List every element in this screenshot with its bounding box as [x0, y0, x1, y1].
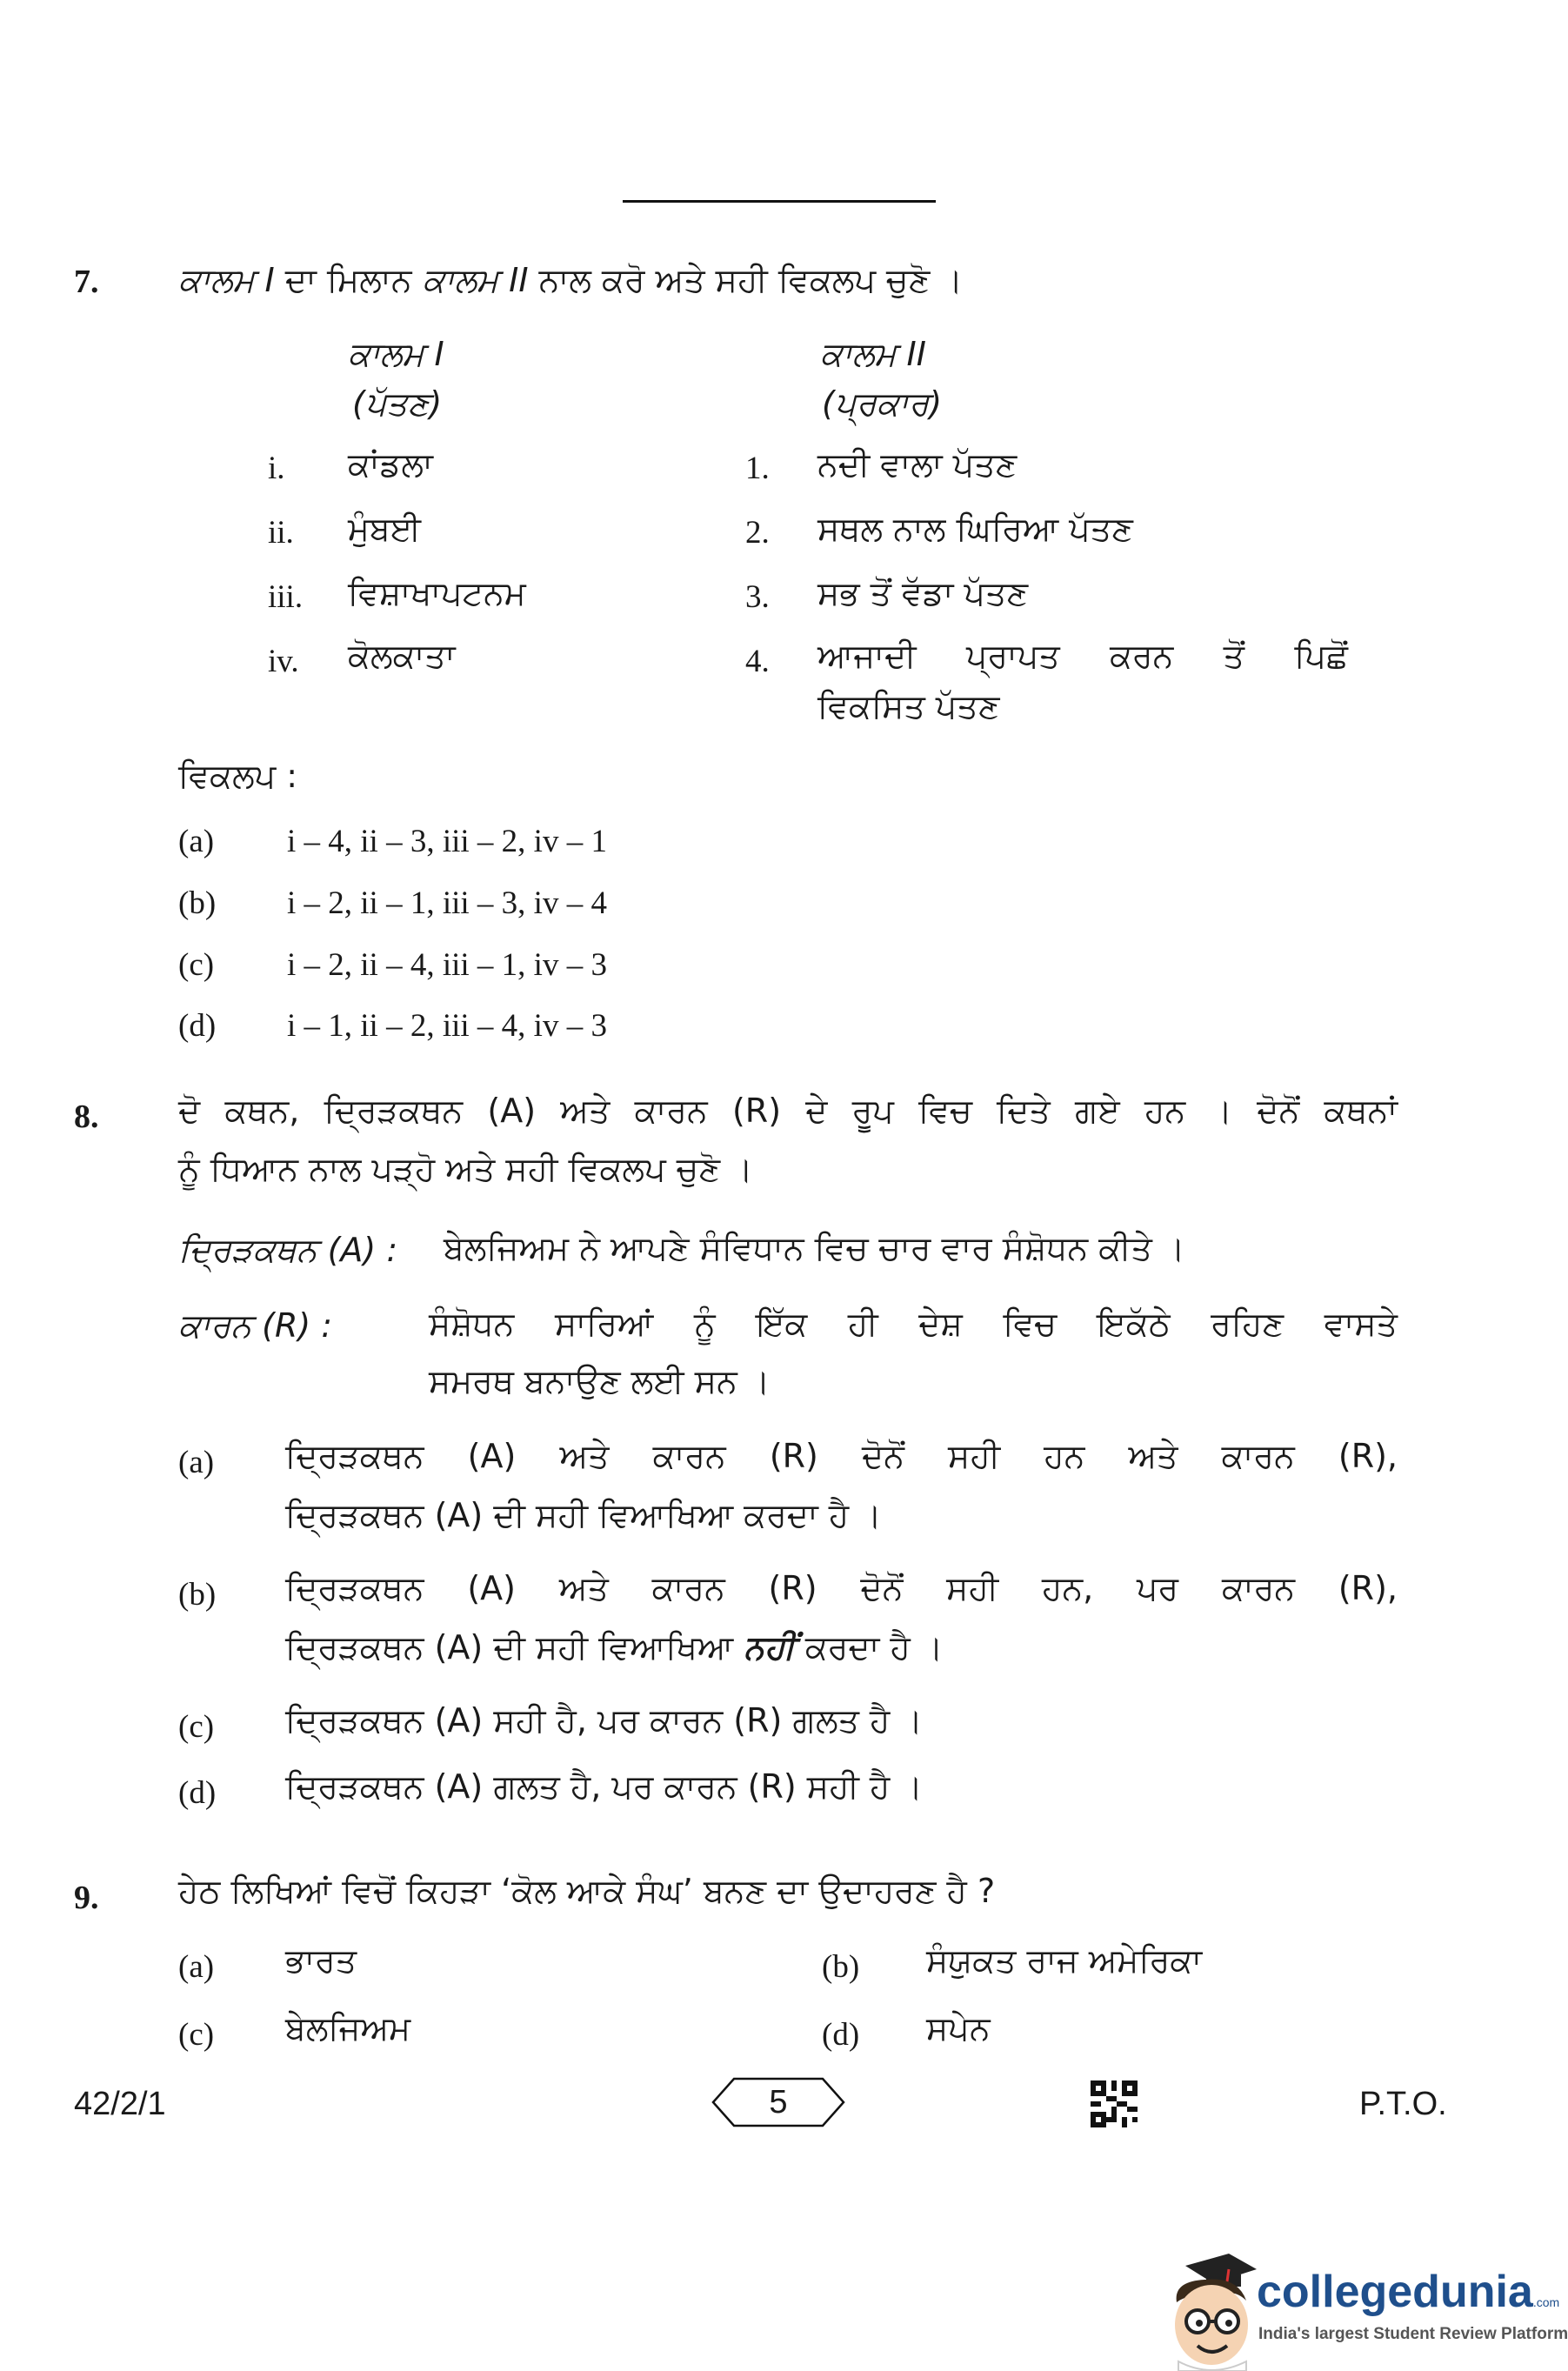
q7-col1-item: ਵਿਸ਼ਾਖਾਪਟਨਮ	[348, 574, 526, 612]
q7-col2-num: 2.	[745, 515, 770, 551]
q7-col1-item: ਕੋਲਕਾਤਾ	[348, 637, 456, 675]
q8-option-b-emphasis: ਨਹੀਂ	[744, 1628, 795, 1666]
q8-reason-line2: ਸਮਰਥ ਬਨਾਉਣ ਲਈ ਸਨ ।	[429, 1362, 771, 1400]
q7-col1-item: ਕਾਂਡਲਾ	[348, 445, 433, 484]
q8-option-b-line2-end: ਕਰਦਾ ਹੈ ।	[794, 1628, 944, 1666]
q7-stem-col2: ਕਾਲਮ II	[422, 261, 529, 299]
q7-col2-item: ਸਭ ਤੋਂ ਵੱਡਾ ਪੱਤਣ	[817, 574, 1029, 612]
brand-suffix: .com	[1532, 2295, 1560, 2309]
q7-col1-roman: iii.	[268, 579, 304, 615]
q8-option-b-line2-start: ਦ੍ਰਿੜਕਥਨ (A) ਦੀ ਸਹੀ ਵਿਆਖਿਆ	[285, 1628, 744, 1666]
page-number: 5	[769, 2084, 788, 2121]
q7-col1-sub: (ਪੱਤਣ)	[352, 384, 443, 423]
q7-col1-item: ਮੁੰਬਈ	[348, 510, 421, 548]
q8-stem-line1: ਦੋ ਕਥਨ, ਦ੍ਰਿੜਕਥਨ (A) ਅਤੇ ਕਾਰਨ (R) ਦੇ ਰੂਪ ਵਿਚ ਦਿਤੇ ਗਏ ਹਨ । ਦੋਨੋਂ ਕਥਨਾਂ	[178, 1092, 1398, 1130]
qr-code-icon	[1091, 2080, 1138, 2127]
q9-option-c-letter: (c)	[178, 2017, 215, 2053]
brand-tagline: India's largest Student Review Platform	[1258, 2325, 1568, 2343]
q7-number: 7.	[74, 264, 99, 300]
q7-col2-item: ਸਥਲ ਨਾਲ ਘਿਰਿਆ ਪੱਤਣ	[817, 510, 1133, 548]
q8-option-b-line2	[285, 1628, 944, 1667]
q8-option-d-letter: (d)	[178, 1775, 217, 1811]
q7-col2-item: ਆਜਾਦੀ ਪ੍ਰਾਪਤ ਕਰਨ ਤੋਂ ਪਿਛੋਂ	[817, 637, 1348, 675]
q8-assertion-label: ਦ੍ਰਿੜਕਥਨ (A) :	[178, 1231, 398, 1269]
q8-reason-line1: ਸੰਸ਼ੋਧਨ ਸਾਰਿਆਂ ਨੂੰ ਇੱਕ ਹੀ ਦੇਸ਼ ਵਿਚ ਇਕੱਠੇ ਰਹਿਣ ਵਾਸਤੇ	[429, 1305, 1398, 1343]
q8-option-b-line1: ਦ੍ਰਿੜਕਥਨ (A) ਅਤੇ ਕਾਰਨ (R) ਦੋਨੋਂ ਸਹੀ ਹਨ, ਪਰ ਕਾਰਨ (R),	[285, 1569, 1398, 1607]
q7-stem-end: ਨਾਲ ਕਰੋ ਅਤੇ ਸਹੀ ਵਿਕਲਪ ਚੁਣੋ ।	[528, 261, 964, 299]
q8-option-c-letter: (c)	[178, 1709, 215, 1745]
q8-option-c-text: ਦ੍ਰਿੜਕਥਨ (A) ਸਹੀ ਹੈ, ਪਰ ਕਾਰਨ (R) ਗਲਤ ਹੈ ।	[285, 1701, 923, 1740]
q8-assertion-text: ਬੇਲਜਿਅਮ ਨੇ ਆਪਣੇ ਸੰਵਿਧਾਨ ਵਿਚ ਚਾਰ ਵਾਰ ਸੰਸ਼ੋਧਨ ਕੀਤੇ ।	[444, 1229, 1185, 1267]
collegedunia-logo[interactable]	[1152, 2248, 1568, 2371]
q8-option-a-letter: (a)	[178, 1445, 215, 1480]
q7-col1-roman: ii.	[268, 515, 294, 551]
q9-option-b-letter: (b)	[822, 1949, 860, 1985]
q7-options-label: ਵਿਕਲਪ :	[178, 757, 298, 795]
q9-option-d-text: ਸਪੇਨ	[926, 2009, 991, 2047]
q7-col2-num: 1.	[745, 451, 770, 486]
q7-col1-head: ਕਾਲਮ I	[348, 335, 444, 373]
paper-code: 42/2/1	[74, 2086, 166, 2122]
q8-reason-label: ਕਾਰਨ (R) :	[178, 1306, 333, 1345]
q9-option-d-letter: (d)	[822, 2017, 860, 2053]
q7-stem-mid: ਦਾ ਮਿਲਾਨ	[274, 261, 423, 299]
q9-option-b-text: ਸੰਯੁਕਤ ਰਾਜ ਅਮੇਰਿਕਾ	[926, 1941, 1203, 1980]
q7-option-text: i – 2, ii – 4, iii – 1, iv – 3	[287, 947, 607, 983]
q9-stem: ਹੇਠ ਲਿਖਿਆਂ ਵਿਚੋਂ ਕਿਹੜਾ ‘ਕੋਲ ਆਕੇ ਸੰਘ’ ਬਨਣ ਦਾ ਉਦਾਹਰਣ ਹੈ ?	[178, 1872, 996, 1910]
student-mascot-icon	[1152, 2248, 1274, 2371]
q7-col2-head: ਕਾਲਮ II	[820, 335, 926, 373]
q7-option-letter: (c)	[178, 947, 215, 983]
q8-option-a-line2: ਦ੍ਰਿੜਕਥਨ (A) ਦੀ ਸਹੀ ਵਿਆਖਿਆ ਕਰਦਾ ਹੈ ।	[285, 1496, 882, 1534]
q9-option-a-text: ਭਾਰਤ	[285, 1941, 357, 1980]
q9-option-c-text: ਬੇਲਜਿਅਮ	[285, 2009, 411, 2047]
q7-option-letter: (b)	[178, 885, 217, 921]
q8-stem-line2: ਨੂੰ ਧਿਆਨ ਨਾਲ ਪੜ੍ਹੋ ਅਤੇ ਸਹੀ ਵਿਕਲਪ ਚੁਣੋ ।	[178, 1150, 753, 1188]
q7-stem-col1: ਕਾਲਮ I	[178, 261, 275, 299]
q7-col2-num: 4.	[745, 644, 770, 679]
top-rule	[623, 200, 936, 203]
page-number-badge	[711, 2077, 845, 2127]
q8-option-b-letter: (b)	[178, 1577, 217, 1613]
brand-name-text: collegedunia	[1257, 2267, 1533, 2317]
q7-col2-item-cont: ਵਿਕਸਿਤ ਪੱਤਣ	[817, 687, 1000, 725]
q7-option-text: i – 2, ii – 1, iii – 3, iv – 4	[287, 885, 607, 921]
q7-option-text: i – 4, ii – 3, iii – 2, iv – 1	[287, 824, 607, 859]
q7-stem	[178, 261, 963, 300]
q8-option-d-text: ਦ੍ਰਿੜਕਥਨ (A) ਗਲਤ ਹੈ, ਪਰ ਕਾਰਨ (R) ਸਹੀ ਹੈ ।	[285, 1767, 923, 1806]
q7-col2-num: 3.	[745, 579, 770, 615]
q7-option-text: i – 1, ii – 2, iii – 4, iv – 3	[287, 1008, 607, 1044]
q7-col1-roman: i.	[268, 451, 285, 486]
q8-number: 8.	[74, 1099, 99, 1135]
brand-name	[1257, 2266, 1559, 2318]
q9-number: 9.	[74, 1880, 99, 1916]
q7-col2-item: ਨਦੀ ਵਾਲਾ ਪੱਤਣ	[817, 445, 1018, 484]
q7-col1-roman: iv.	[268, 644, 299, 679]
pto-label: P.T.O.	[1359, 2086, 1447, 2122]
q7-option-letter: (a)	[178, 824, 215, 859]
q7-option-letter: (d)	[178, 1008, 217, 1044]
q9-option-a-letter: (a)	[178, 1949, 215, 1985]
q7-col2-sub: (ਪ੍ਰਕਾਰ)	[822, 384, 943, 423]
q8-option-a-line1: ਦ੍ਰਿੜਕਥਨ (A) ਅਤੇ ਕਾਰਨ (R) ਦੋਨੋਂ ਸਹੀ ਹਨ ਅਤੇ ਕਾਰਨ (R),	[285, 1437, 1398, 1475]
